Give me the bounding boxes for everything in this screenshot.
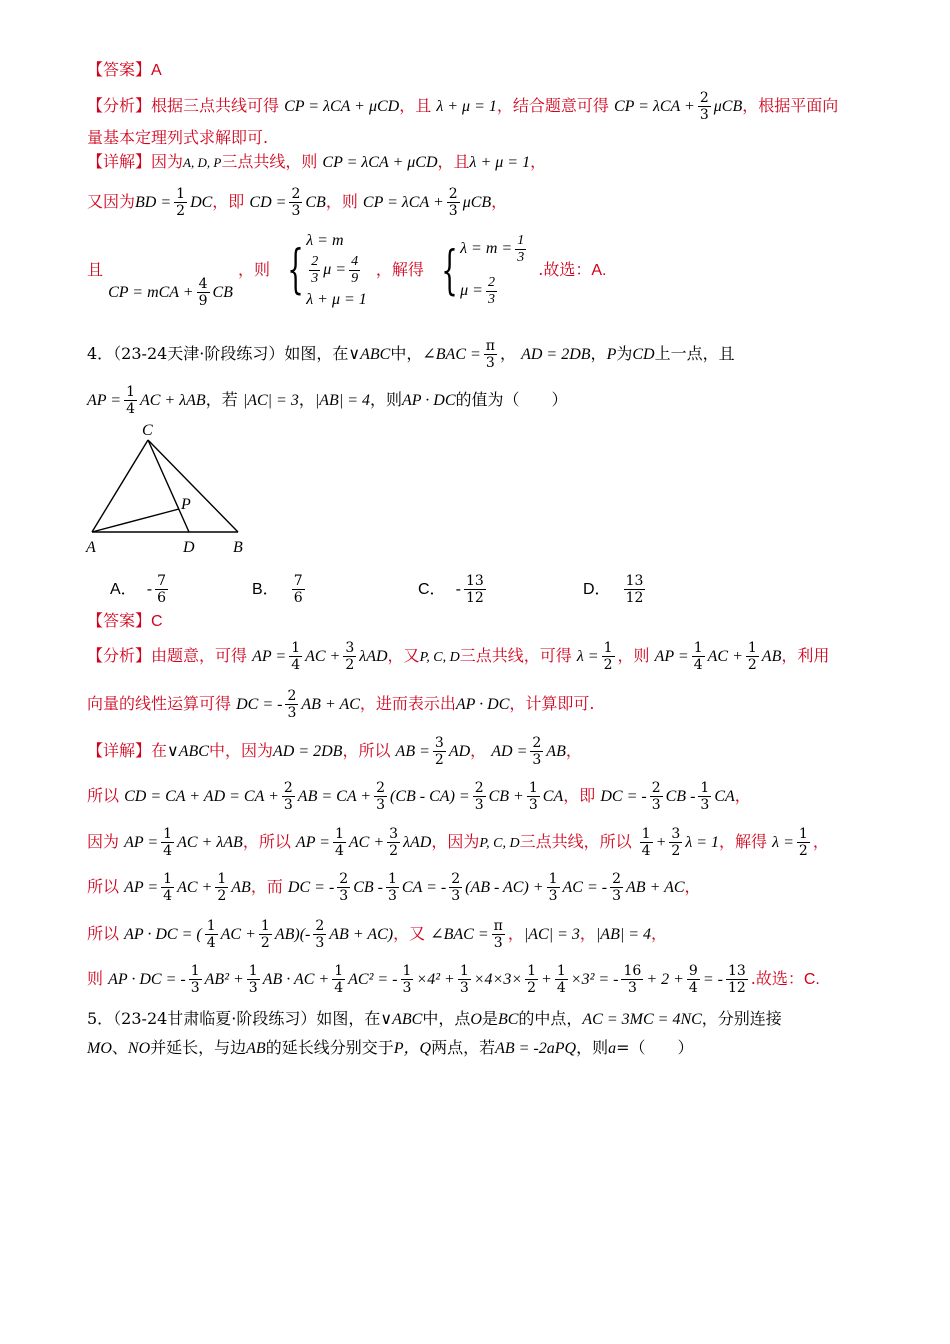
text: ， — [579, 924, 596, 943]
q4-detail-line6: 则 AP · DC = - $\frac{1}{3}$ AB² + $\frac{1}{3}$ AB · AC + $\frac{1}{4}$ AC² = - $\frac{1}{3}$ ×4² + $\frac{1}{3}$ ×4×3× $\frac{1}{2}$ + $\frac{1}{4}$ ×3² = - $\frac{16}{3}$ + 2 + $\frac{9}{4}$ = - $\frac{13}{12}$ .故选：C. — [87, 963, 820, 996]
equation-system: { λ = m $\frac{2}{3}$ μ = $\frac{4}{9}$ λ + μ = 1 — [287, 232, 367, 308]
text: 且 — [87, 260, 104, 279]
option-label: A． — [110, 581, 137, 598]
text: ，结合题意可得 — [496, 96, 609, 115]
option-label: D． — [583, 581, 611, 598]
text: 根据三点共线可得 — [151, 96, 280, 115]
text: ，且 — [437, 152, 470, 171]
text: .故选： — [538, 260, 592, 279]
math-expr: CP = λCA + — [614, 98, 695, 115]
text: 在 — [151, 741, 168, 760]
text: ，即 — [212, 192, 245, 211]
text: 三点共线，则 — [221, 152, 318, 171]
text: 的延长线分别交于 — [265, 1038, 394, 1057]
math-expr: CD — [632, 346, 655, 363]
q5-stem-line2: MO、NO并延长，与边AB的延长线分别交于P，Q两点，若AB = -2aPQ，则a=（ ） — [87, 1038, 694, 1057]
text: 5．（23-24甘肃临夏·阶段练习）如图，在 — [87, 1009, 381, 1028]
text: ，因为 — [431, 832, 480, 851]
label-P: P — [181, 496, 191, 513]
text: ，解得 — [375, 260, 424, 279]
math-expr: CP = λCA + μCD — [284, 98, 400, 115]
text: ， — [499, 344, 516, 363]
math-expr: BD = — [135, 194, 172, 211]
text: 又因为 — [87, 192, 136, 211]
text: 、 — [111, 1038, 128, 1057]
text: ，又 — [393, 924, 426, 943]
choice: C. — [803, 971, 820, 988]
fraction: $\frac{\pi}{3}$ — [485, 338, 495, 371]
text: 所以 — [87, 924, 120, 943]
option-b[interactable]: B． $\frac{7}{6}$ — [252, 573, 303, 606]
text: ， — [734, 786, 751, 805]
q4-stem-line2 — [87, 384, 568, 417]
text: ，则 — [617, 646, 650, 665]
triangle-figure — [80, 418, 260, 558]
math-expr: |AC| = 3 — [242, 392, 299, 409]
text: ， — [565, 741, 582, 760]
text: 因为 — [151, 152, 184, 171]
text: 所以 — [87, 786, 120, 805]
label-A: A — [86, 539, 96, 556]
math-expr: P — [606, 346, 617, 363]
q3-answer-line — [87, 58, 162, 83]
text: ， — [684, 877, 701, 896]
math-expr: ∠BAC = — [422, 346, 481, 363]
q4-detail-line1: 【详解】在∨ABC中，因为AD = 2DB，所以 AB = $\frac{3}{2}$ AD， AD = $\frac{2}{3}$ AB， — [87, 735, 582, 768]
system-lhs: CP = mCA + $\frac{4}{9}$ CB — [108, 276, 233, 309]
text: 则 — [87, 969, 104, 988]
text: ，根据平面向 — [742, 96, 839, 115]
text: ，且 — [399, 96, 432, 115]
q4-stem-line1 — [87, 338, 735, 371]
math-expr: CD = — [249, 194, 287, 211]
analysis-tag: 【分析】 — [87, 646, 152, 665]
answer-value: C — [151, 613, 163, 630]
option-a[interactable]: A． - $\frac{7}{6}$ — [110, 573, 167, 606]
text: .故选： — [750, 969, 804, 988]
q3-analysis-line2: 量基本定理列式求解即可. — [87, 128, 269, 147]
q4-analysis-line2: 向量的线性运算可得 DC = - $\frac{2}{3}$ AB + AC，进而表示出AP · DC，计算即可. — [87, 688, 595, 721]
math-expr: |AB| = 4 — [314, 392, 371, 409]
text: 4．（23-24天津·阶段练习）如图，在 — [87, 344, 349, 363]
q4-detail-line3: 因为 AP = $\frac{1}{4}$ AC + λAB，所以 AP = $\frac{1}{4}$ AC + $\frac{3}{2}$ λAD，因为P, C, D三点共线，所以 $\frac{1}{4}$ + $\frac{3}{2}$ λ = 1，解得 λ = $\frac{1}{2}$ ， — [87, 826, 829, 859]
q3-detail-line1 — [87, 150, 546, 175]
text: ，则 — [576, 1038, 609, 1057]
text: ， — [470, 741, 487, 760]
fraction: $\frac{2}{3}$ — [448, 186, 458, 219]
text: 的值为（ ） — [455, 390, 568, 409]
text: 为 — [616, 344, 633, 363]
text: ， — [651, 924, 668, 943]
text: 中， — [390, 344, 423, 363]
option-d[interactable]: D． $\frac{13}{12}$ — [583, 573, 644, 606]
q3-detail-line2 — [87, 186, 507, 219]
math-expr: CP = λCA + — [362, 194, 444, 211]
text: ，而 — [250, 877, 283, 896]
math-expr: DC — [190, 194, 213, 211]
option-c[interactable]: C． - $\frac{13}{12}$ — [418, 573, 484, 606]
text: ，所以 — [242, 832, 291, 851]
text: 并延长，与边 — [150, 1038, 247, 1057]
text: ，利用 — [781, 646, 830, 665]
label-B: B — [233, 539, 243, 556]
text: ， — [530, 152, 547, 171]
text: ，则 — [325, 192, 358, 211]
q3-analysis-line1 — [87, 90, 838, 123]
text: ，进而表示出 — [359, 694, 456, 713]
math-expr: AP · DC — [402, 392, 456, 409]
math-expr: AP = — [87, 392, 122, 409]
text: ， — [298, 390, 315, 409]
q4-detail-line4: 所以 AP = $\frac{1}{4}$ AC + $\frac{1}{2}$ AB，而 DC = - $\frac{2}{3}$ CB - $\frac{1}{3}$ CA = - $\frac{2}{3}$ (AB - AC) + $\frac{1}{3}$ AC = - $\frac{2}{3}$ AB + AC， — [87, 871, 701, 904]
text: 向量的线性运算可得 — [87, 694, 232, 713]
text: ， — [590, 344, 607, 363]
fraction: $\frac{1}{2}$ — [176, 186, 186, 219]
text: =（ ） — [616, 1038, 694, 1057]
text: 中，点 — [422, 1009, 471, 1028]
text: 中，因为 — [208, 741, 273, 760]
text: ，即 — [563, 786, 596, 805]
answer-value: A — [151, 62, 162, 79]
text: 所以 — [87, 877, 120, 896]
text: ，则 — [370, 390, 403, 409]
math-expr: CB — [305, 194, 326, 211]
math-expr: μCB — [462, 194, 492, 211]
answer-tag: 【答案】 — [87, 60, 152, 79]
answer-tag: 【答案】 — [87, 611, 152, 630]
label-D: D — [183, 539, 195, 556]
detail-tag: 【详解】 — [87, 152, 152, 171]
option-label: C． — [418, 581, 446, 598]
text: 三点共线，所以 — [519, 832, 632, 851]
math-expr: AD = 2DB — [521, 346, 591, 363]
fraction: $\frac{2}{3}$ — [699, 90, 709, 123]
detail-tag: 【详解】 — [87, 741, 152, 760]
q5-stem-line1: 5．（23-24甘肃临夏·阶段练习）如图，在∨ABC中，点O是BC的中点，AC = 3MC = 4NC，分别连接 — [87, 1009, 782, 1028]
fraction: $\frac{1}{4}$ — [126, 384, 135, 417]
equation-system-solution: { λ = m = $\frac{1}{3}$ μ = $\frac{2}{3}$ — [441, 233, 525, 307]
text: ， — [507, 924, 524, 943]
option-label: B． — [252, 581, 279, 598]
text: 因为 — [87, 832, 120, 851]
text: 三点共线，可得 — [459, 646, 572, 665]
text: ，解得 — [719, 832, 768, 851]
q3-detail-line3 — [87, 228, 607, 313]
text: 上一点，且 — [654, 344, 735, 363]
text: ，若 — [205, 390, 238, 409]
text: ，计算即可. — [509, 694, 595, 713]
label-C: C — [142, 422, 153, 439]
text: ，又 — [387, 646, 420, 665]
math-expr: CP = λCA + μCD — [322, 154, 438, 171]
text: ， — [491, 192, 508, 211]
text: ， — [812, 832, 829, 851]
math-expr: λ + μ = 1 — [436, 98, 497, 115]
q4-detail-line5: 所以 AP · DC = ( $\frac{1}{4}$ AC + $\frac{1}{2}$ AB)(- $\frac{2}{3}$ AB + AC)，又 ∠BAC = $\frac{\pi}{3}$ ，|AC| = 3，|AB| = 4， — [87, 918, 668, 951]
q4-analysis-line1: 【分析】由题意，可得 AP = $\frac{1}{4}$ AC + $\frac{3}{2}$ λAD，又P, C, D三点共线，可得 λ = $\frac{1}{2}$ ，则 AP = $\frac{1}{4}$ AC + $\frac{1}{2}$ AB，利用 — [87, 640, 830, 673]
math-expr: A, D, P — [183, 155, 222, 170]
text: 的中点， — [518, 1009, 583, 1028]
math-expr: λ + μ = 1 — [469, 154, 531, 171]
text: ，分别连接 — [701, 1009, 782, 1028]
math-expr: μCB — [713, 98, 743, 115]
math-expr: ∨ABC — [348, 346, 391, 363]
choice: A. — [591, 262, 607, 279]
text: 由题意，可得 — [151, 646, 248, 665]
fraction: $\frac{2}{3}$ — [291, 186, 301, 219]
text: 是 — [481, 1009, 498, 1028]
q4-answer-line — [87, 609, 163, 634]
q4-detail-line2: 所以 CD = CA + AD = CA + $\frac{2}{3}$ AB = CA + $\frac{2}{3}$ (CB - CA) = $\frac{2}{3}$ CB + $\frac{1}{3}$ CA，即 DC = - $\frac{2}{3}$ CB - $\frac{1}{3}$ CA， — [87, 780, 751, 813]
text: 两点，若 — [431, 1038, 496, 1057]
text: ，则 — [238, 260, 271, 279]
math-expr: AC + λAB — [139, 392, 206, 409]
text: ，所以 — [342, 741, 391, 760]
analysis-tag: 【分析】 — [87, 96, 152, 115]
